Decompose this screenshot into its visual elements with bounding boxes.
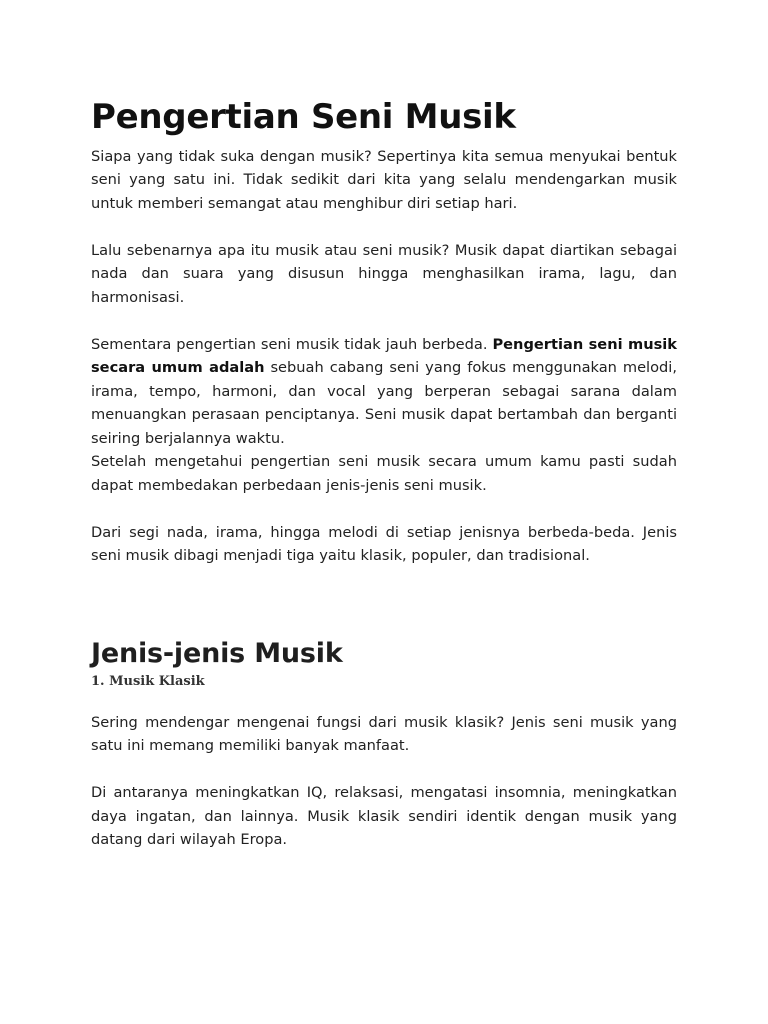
subheading-classical: 1. Musik Klasik (91, 673, 205, 689)
paragraph-art-definition (91, 333, 677, 451)
paragraph-types-overview: Dari segi nada, irama, hingga melodi di setiap jenisnya berbeda-beda. Jenis seni musik dibagi menjadi tiga yaitu klasik, populer, dan tradisional. (91, 523, 677, 564)
paragraph-definition: Lalu sebenarnya apa itu musik atau seni musik? Musik dapat diartikan sebagai nada dan suara yang disusun hingga menghasilkan irama, lagu, dan harmonisasi. (91, 241, 677, 306)
paragraph-classical-1: Sering mendengar mengenai fungsi dari musik klasik? Jenis seni musik yang satu ini memang memiliki banyak manfaat. (91, 713, 677, 755)
paragraph-classical-2: Di antaranya meningkatkan IQ, relaksasi, mengatasi insomnia, meningkatkan daya ingatan, dan lainnya. Musik klasik sendiri identik dengan musik yang datang dari wilayah Eropa. (91, 784, 677, 849)
page-title: Pengertian Seni Musik (91, 97, 516, 137)
section-heading-types: Jenis-jenis Musik (91, 637, 343, 669)
paragraph-art-definition-rest: sebuah cabang seni yang fokus menggunakan melodi, irama, tempo, harmoni, dan vocal yang berperan sebagai sarana dalam menuangkan perasaan penciptanya. Seni musik dapat bertambah dan berganti seiring berjalannya waktu. (91, 359, 677, 447)
paragraph-transition: Setelah mengetahui pengertian seni musik secara umum kamu pasti sudah dapat membedakan perbedaan jenis-jenis seni musik. (91, 453, 677, 494)
paragraph-art-definition-lead: Sementara pengertian seni musik tidak jauh berbeda. (91, 335, 493, 353)
document-page (91, 96, 677, 852)
definition-highlight: Pengertian seni musik secara umum adalah (91, 335, 677, 376)
paragraph-intro: Siapa yang tidak suka dengan musik? Sepertinya kita semua menyukai bentuk seni yang satu ini. Tidak sedikit dari kita yang selalu mendengarkan musik untuk memberi semangat atau menghibur diri setiap hari. (91, 147, 677, 212)
